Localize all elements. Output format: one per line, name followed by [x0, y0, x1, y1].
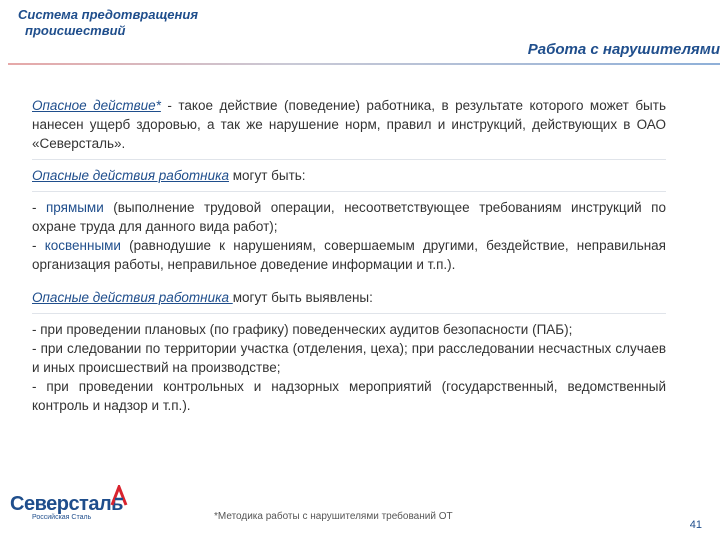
detection-header [32, 288, 666, 307]
section-divider [32, 191, 666, 192]
logo-mark-icon [110, 485, 128, 507]
types-direct-text: (выполнение трудовой операции, несоответствующее требованиям инструкций по охране труда для данного вида работ); [32, 200, 666, 234]
header-title-left-line1: Система предотвращения [18, 7, 198, 22]
types-direct [32, 198, 666, 236]
types-indirect-text: (равнодушие к нарушениям, совершаемым другими, бездействие, неправильная организация работы, неправильное доведение информации и т.п.). [32, 238, 666, 272]
types-header [32, 166, 666, 185]
header-title-left-line2: происшествий [25, 23, 126, 38]
definition-term: Опасное действие* [32, 98, 161, 113]
definition-paragraph [32, 96, 666, 153]
logo-tagline: Российская Сталь [32, 514, 92, 521]
header-rule [8, 63, 720, 65]
detection-item: - при проведении плановых (по графику) поведенческих аудитов безопасности (ПАБ); [32, 322, 573, 337]
detection-item: - при следовании по территории участка (отделения, цеха); при расследовании несчастных случаев и иных происшествий на производстве; [32, 341, 666, 375]
detection-item: - при проведении контрольных и надзорных мероприятий (государственный, ведомственный контроль и надзор и т.п.). [32, 379, 666, 413]
logo-name: Северсталь [10, 493, 123, 515]
footer-note: *Методика работы с нарушителями требований ОТ [214, 511, 453, 522]
types-indirect-term: косвенными [44, 238, 121, 253]
types-direct-term: прямыми [45, 200, 104, 215]
section-divider [32, 313, 666, 314]
company-logo [10, 493, 123, 521]
types-header-term: Опасные действия работника [32, 168, 229, 183]
header-title-right: Работа с нарушителями [527, 41, 720, 58]
detection-header-tail: могут быть выявлены: [232, 290, 373, 305]
types-indirect-prefix: - [32, 238, 45, 253]
slide-content [32, 96, 666, 415]
types-direct-prefix: - [32, 200, 46, 215]
types-indirect [32, 236, 666, 274]
definition-text: - такое действие (поведение) работника, в результате которого может быть нанесен ущерб здоровью, а так же нарушение норм, правил и инструкций, действующих в ОАО «Северсталь». [32, 98, 666, 151]
types-header-tail: могут быть: [228, 168, 306, 183]
page-number: 41 [689, 519, 702, 531]
header-title-left [18, 7, 198, 39]
section-divider [32, 159, 666, 160]
detection-header-term: Опасные действия работника [32, 290, 233, 305]
